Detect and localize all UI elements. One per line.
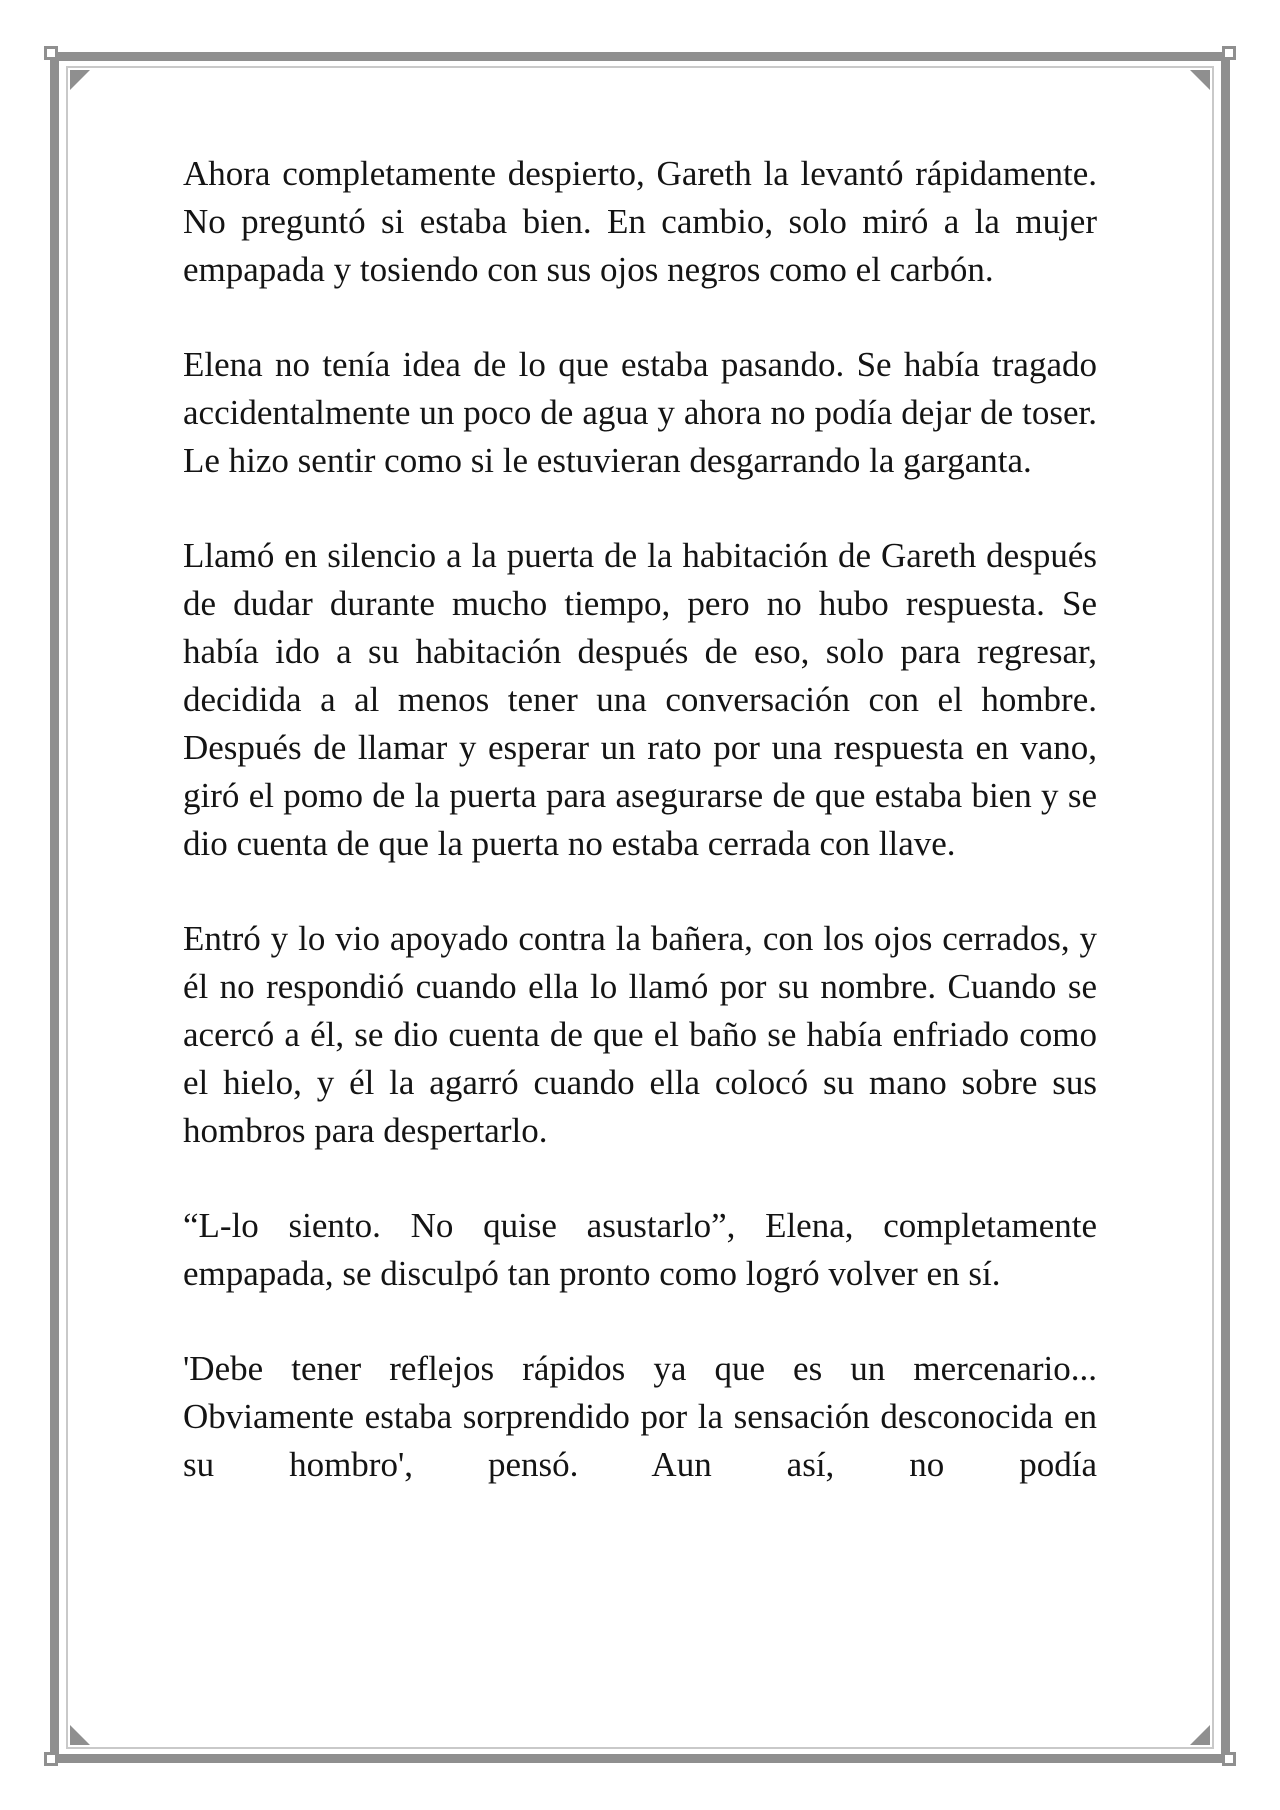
corner-square-icon [1222,1752,1236,1766]
paragraph: Llamó en silencio a la puerta de la habitación de Gareth después de dudar durante mucho tiempo, pero no hubo respuesta. Se había ido a su habitación después de eso, solo para regresar, decidida a al menos tener una conversación con el hombre. Después de llamar y esperar un rato por una respuesta en vano, giró el pomo de la puerta para asegurarse de que estaba bien y se dio cuenta de que la puerta no estaba cerrada con llave. [183,536,1097,863]
frame-inner-line-left [66,66,68,1749]
paragraph: 'Debe tener reflejos rápidos ya que es un mercenario... Obviamente estaba sorprendido por la sensación desconocida en su hombro', pensó. Aun así, no podía [183,1349,1097,1484]
frame-border-bottom [50,1754,1230,1763]
corner-square-icon [44,46,58,60]
corner-square-icon [1222,46,1236,60]
frame-border-top [50,52,1230,61]
frame-inner-line-right [1212,66,1214,1749]
corner-triangle-icon [1190,70,1210,90]
corner-triangle-icon [70,70,90,90]
frame-border-right [1221,52,1230,1763]
paragraph: “L-lo siento. No quise asustarlo”, Elena, completamente empapada, se disculpó tan pronto como logró volver en sí. [183,1206,1097,1293]
frame-border-left [50,52,59,1763]
paragraph: Elena no tenía idea de lo que estaba pasando. Se había tragado accidentalmente un poco de agua y ahora no podía dejar de toser. Le hizo sentir como si le estuvieran desgarrando la garganta. [183,345,1097,480]
corner-square-icon [44,1752,58,1766]
frame-inner-line-bottom [66,1747,1214,1749]
paragraph: Ahora completamente despierto, Gareth la levantó rápidamente. No preguntó si estaba bien. En cambio, solo miró a la mujer empapada y tosiendo con sus ojos negros como el carbón. [183,154,1097,289]
page-text [183,150,1097,1489]
paragraph: Entró y lo vio apoyado contra la bañera, con los ojos cerrados, y él no respondió cuando ella lo llamó por su nombre. Cuando se acercó a él, se dio cuenta de que el baño se había enfriado como el hielo, y él la agarró cuando ella colocó su mano sobre sus hombros para despertarlo. [183,919,1097,1150]
corner-triangle-icon [1190,1725,1210,1745]
frame-inner-line-top [66,66,1214,68]
corner-triangle-icon [70,1725,90,1745]
